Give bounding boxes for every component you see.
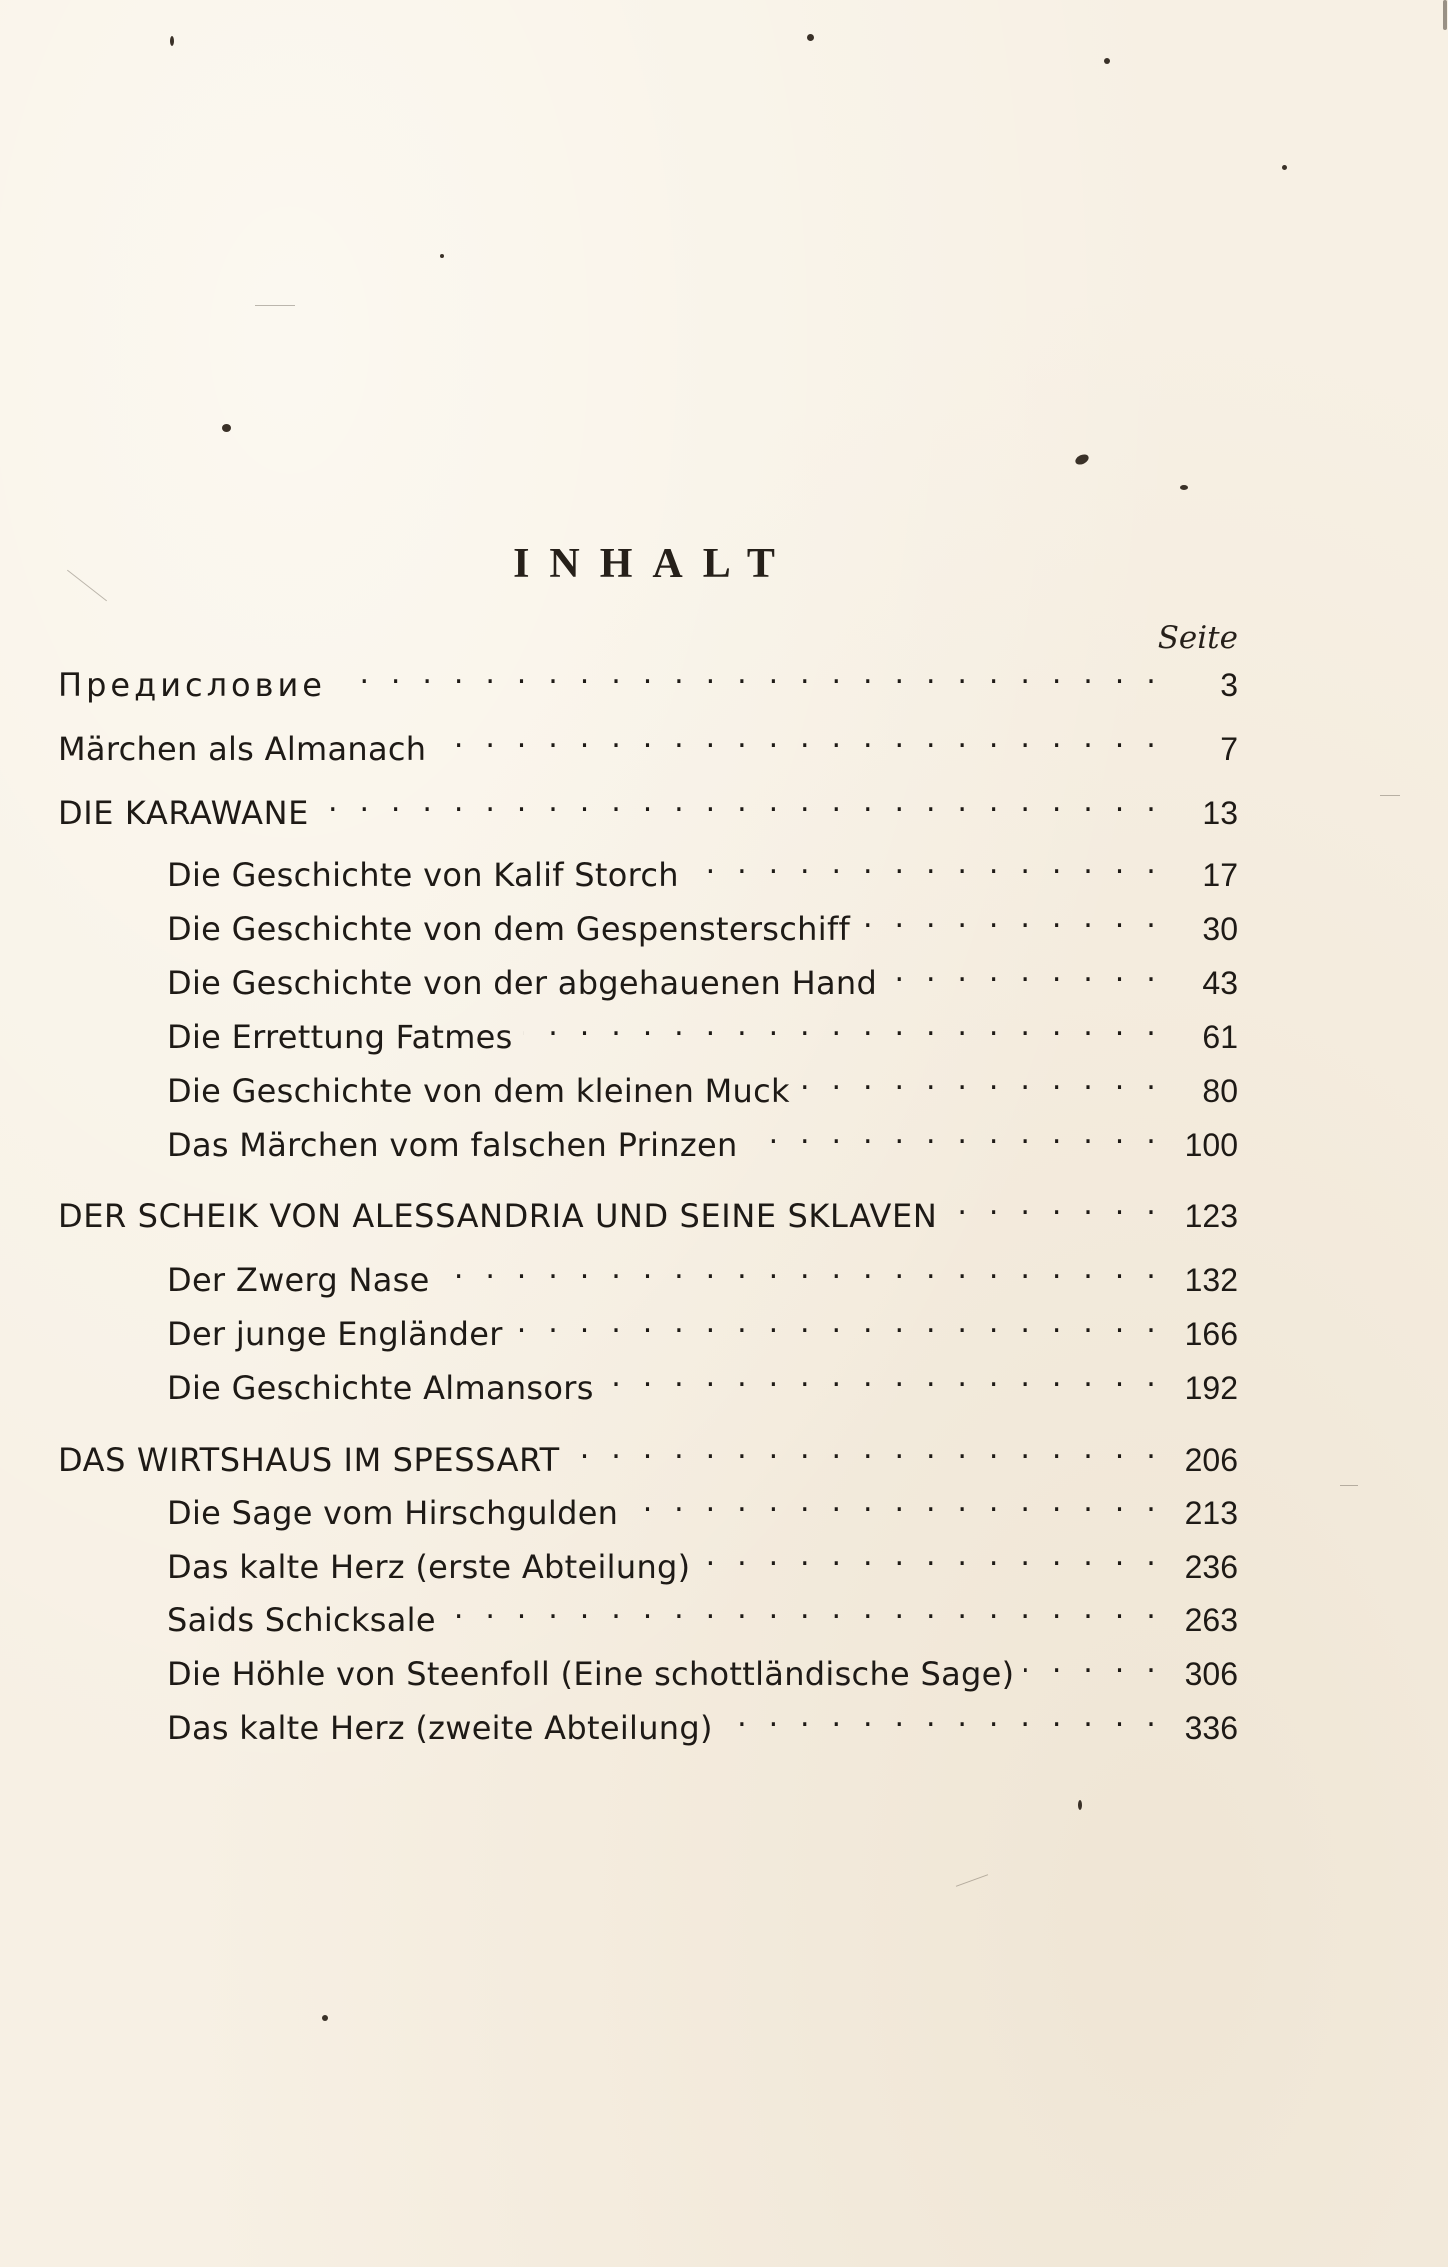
toc-entry-page: 100 xyxy=(1184,1127,1238,1163)
toc-entry-label: Märchen als Almanach xyxy=(58,730,427,768)
toc-entry-kalte-herz-1 xyxy=(167,1534,1238,1586)
toc-entry-label: Das Märchen vom falschen Prinzen xyxy=(167,1126,738,1164)
toc-entry-label: Das kalte Herz (zweite Abteilung) xyxy=(167,1709,713,1747)
dot-leader xyxy=(689,842,1162,886)
toc-entry-page: 61 xyxy=(1202,1019,1238,1055)
dot-leader xyxy=(336,652,1162,696)
toc-entry-label: DIE KARAWANE xyxy=(58,794,309,832)
toc-entry-page: 213 xyxy=(1184,1495,1238,1531)
toc-entry-page: 3 xyxy=(1220,667,1238,703)
toc-entry-page: 263 xyxy=(1184,1602,1238,1638)
toc-entry-label: Der junge Engländer xyxy=(167,1315,503,1353)
toc-entry-page: 192 xyxy=(1184,1370,1238,1406)
toc-entry-label: Der Zwerg Nase xyxy=(167,1261,430,1299)
toc-entry-page: 7 xyxy=(1220,731,1238,767)
toc-entry-saids-schicksale xyxy=(167,1587,1238,1639)
toc-entry-label: DAS WIRTSHAUS IM SPESSART xyxy=(58,1441,560,1479)
toc-entry-gespensterschiff xyxy=(167,896,1238,948)
toc-entry-label: Saids Schicksale xyxy=(167,1601,436,1639)
toc-entry-page: 206 xyxy=(1184,1442,1238,1478)
toc-section-wirtshaus-im-spessart xyxy=(58,1427,1238,1479)
dot-leader xyxy=(604,1355,1162,1399)
dot-leader xyxy=(700,1534,1162,1578)
toc-entry-zwerg-nase xyxy=(167,1247,1238,1299)
toc-entry-label: Die Geschichte Almansors xyxy=(167,1369,594,1407)
page-title: INHALT xyxy=(513,541,795,588)
dot-leader xyxy=(440,1247,1162,1291)
dot-leader xyxy=(319,780,1162,824)
toc-entry-label: Die Geschichte von dem Gespensterschiff xyxy=(167,910,851,948)
toc-entry-almansor xyxy=(167,1355,1238,1407)
dot-leader xyxy=(1024,1641,1162,1685)
toc-entry-label: Die Sage vom Hirschgulden xyxy=(167,1494,619,1532)
toc-entry-page: 336 xyxy=(1184,1710,1238,1746)
toc-entry-kalif-storch xyxy=(167,842,1238,894)
dot-leader xyxy=(947,1183,1162,1227)
toc-entry-abgehauene-hand xyxy=(167,950,1238,1002)
page-column-label: Seite xyxy=(1157,620,1238,656)
toc-entry-hoehle-von-steenfoll xyxy=(167,1641,1238,1693)
toc-entry-hirschgulden xyxy=(167,1480,1238,1532)
dot-leader xyxy=(723,1695,1162,1739)
toc-entry-label: Die Geschichte von dem kleinen Muck xyxy=(167,1072,790,1110)
toc-entry-label: Die Errettung Fatmes xyxy=(167,1018,513,1056)
toc-entry-preface xyxy=(58,652,1238,704)
toc-section-die-karawane xyxy=(58,780,1238,832)
toc-section-scheik-von-alessandria xyxy=(58,1183,1238,1235)
dot-leader xyxy=(436,716,1162,760)
toc-entry-page: 123 xyxy=(1184,1198,1238,1234)
toc-entry-junge-englaender xyxy=(167,1301,1238,1353)
toc-entry-page: 132 xyxy=(1184,1262,1238,1298)
dot-leader xyxy=(887,950,1162,994)
dot-leader xyxy=(570,1427,1162,1471)
toc-entry-falscher-prinz xyxy=(167,1112,1238,1164)
dot-leader xyxy=(446,1587,1162,1631)
toc-entry-label: Die Höhle von Steenfoll (Eine schottländische Sage) xyxy=(167,1655,1015,1693)
dot-leader xyxy=(628,1480,1162,1524)
toc-entry-kleiner-muck xyxy=(167,1058,1238,1110)
toc-entry-page: 306 xyxy=(1184,1656,1238,1692)
toc-entry-label: Die Geschichte von der abgehauenen Hand xyxy=(167,964,878,1002)
dot-leader xyxy=(513,1301,1162,1345)
toc-entry-page: 13 xyxy=(1202,795,1238,831)
toc-entry-page: 30 xyxy=(1202,911,1238,947)
toc-entry-label: DER SCHEIK VON ALESSANDRIA UND SEINE SKLAVEN xyxy=(58,1197,938,1235)
dot-leader xyxy=(860,896,1162,940)
toc-entry-label: Die Geschichte von Kalif Storch xyxy=(167,856,679,894)
toc-entry-page: 43 xyxy=(1202,965,1238,1001)
dot-leader xyxy=(800,1058,1162,1102)
toc-entry-page: 236 xyxy=(1184,1549,1238,1585)
toc-entry-page: 166 xyxy=(1184,1316,1238,1352)
toc-entry-errettung-fatmes xyxy=(167,1004,1238,1056)
toc-entry-kalte-herz-2 xyxy=(167,1695,1238,1747)
dot-leader xyxy=(523,1004,1162,1048)
toc-entry-page: 80 xyxy=(1202,1073,1238,1109)
toc-entry-label: Предисловие xyxy=(58,666,326,704)
toc-entry-page: 17 xyxy=(1202,857,1238,893)
dot-leader xyxy=(748,1112,1162,1156)
toc-entry-maerchen-als-almanach xyxy=(58,716,1238,768)
toc-entry-label: Das kalte Herz (erste Abteilung) xyxy=(167,1548,691,1586)
